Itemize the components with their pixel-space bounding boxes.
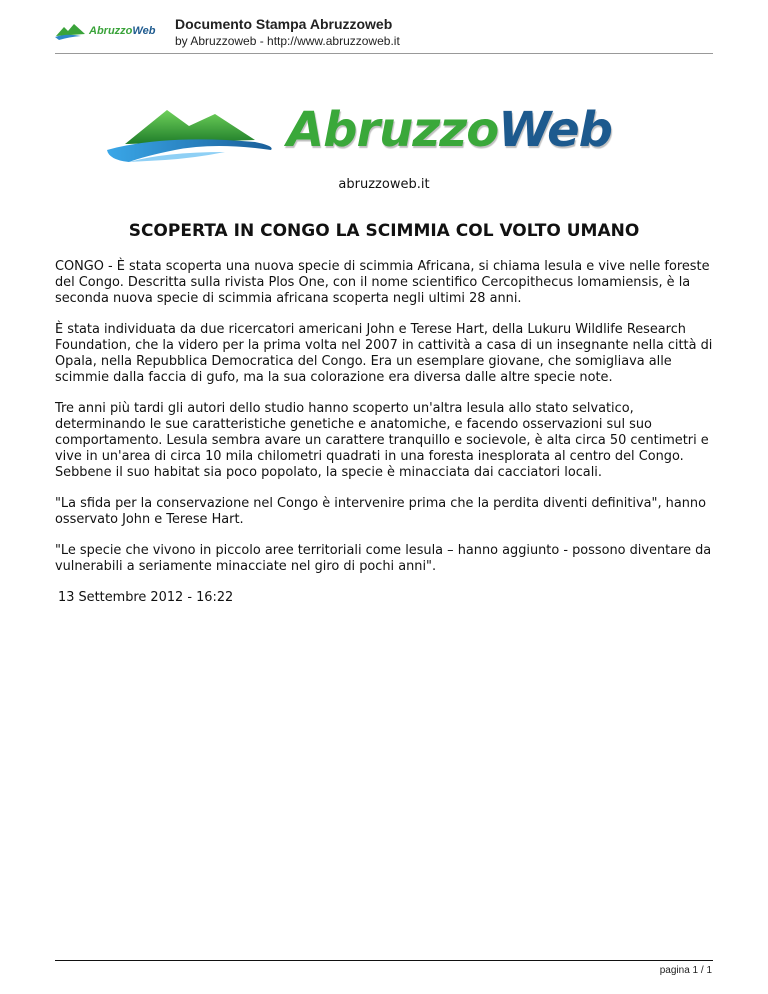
article-paragraph: CONGO - È stata scoperta una nuova specie di scimmia Africana, si chiama lesula e vive nelle foreste del Congo. Descritta sulla rivista Plos One, con il nome scientifico Cercopithecus lomamiensis, è la seconda nuova specie di scimmia africana scoperta negli ultimi 28 anni. [55, 259, 710, 306]
footer-divider [55, 960, 713, 961]
print-header [55, 14, 713, 54]
header-logo-blue: Web [132, 25, 156, 37]
header-logo [55, 20, 165, 44]
site-logo [105, 102, 635, 166]
mountains-icon [105, 106, 285, 166]
article-date: 13 Settembre 2012 - 16:22 [58, 590, 234, 605]
article-title: SCOPERTA IN CONGO LA SCIMMIA COL VOLTO UMANO [128, 221, 640, 241]
site-caption: abruzzoweb.it [338, 177, 430, 192]
page-number: pagina 1 / 1 [659, 965, 712, 976]
header-divider [55, 53, 713, 54]
header-title: Documento Stampa Abruzzoweb [175, 16, 393, 32]
article-paragraph: "Le specie che vivono in piccolo aree territoriali come lesula – hanno aggiunto - possono diventare da vulnerabili a seriamente minacciate nel giro di pochi anni". [55, 543, 712, 574]
site-logo-green: Abruzzo [287, 102, 499, 158]
header-logo-green: Abruzzo [89, 25, 133, 37]
article-paragraph: "La sfida per la conservazione nel Congo è intervenire prima che la perdita diventi definitiva", hanno osservato John e Terese Hart. [55, 496, 706, 527]
article-paragraph: È stata individuata da due ricercatori americani John e Terese Hart, della Lukuru Wildlife Research Foundation, che la videro per la prima volta nel 2007 in cattività a casa di un insegnante nella città di Opala, nella Repubblica Democratica del Congo. Era un esemplare giovane, che somigliava alle scimmie dalla faccia di gufo, ma la sua colorazione era diversa dalle altre specie note. [55, 322, 713, 385]
site-logo-blue: Web [498, 102, 612, 158]
header-subtitle: by Abruzzoweb - http://www.abruzzoweb.it [175, 34, 400, 48]
article-paragraph: Tre anni più tardi gli autori dello studio hanno scoperto un'altra lesula allo stato selvatico, determinando le sue caratteristiche genetiche e anatomiche, e facendo osservazioni sul suo comportamento. Lesula sembra avare un carattere tranquillo e socievole, è alta circa 50 centimetri e vive in un'area di circa 10 mila chilometri quadrati in una foresta inesplorata al centro del Congo. Sebbene il suo habitat sia poco popolato, la specie è minacciata dai cacciatori locali. [55, 401, 709, 480]
header-logo-text [89, 25, 155, 37]
mountain-icon [55, 20, 89, 42]
article-body [55, 259, 715, 621]
site-logo-text [287, 102, 612, 158]
